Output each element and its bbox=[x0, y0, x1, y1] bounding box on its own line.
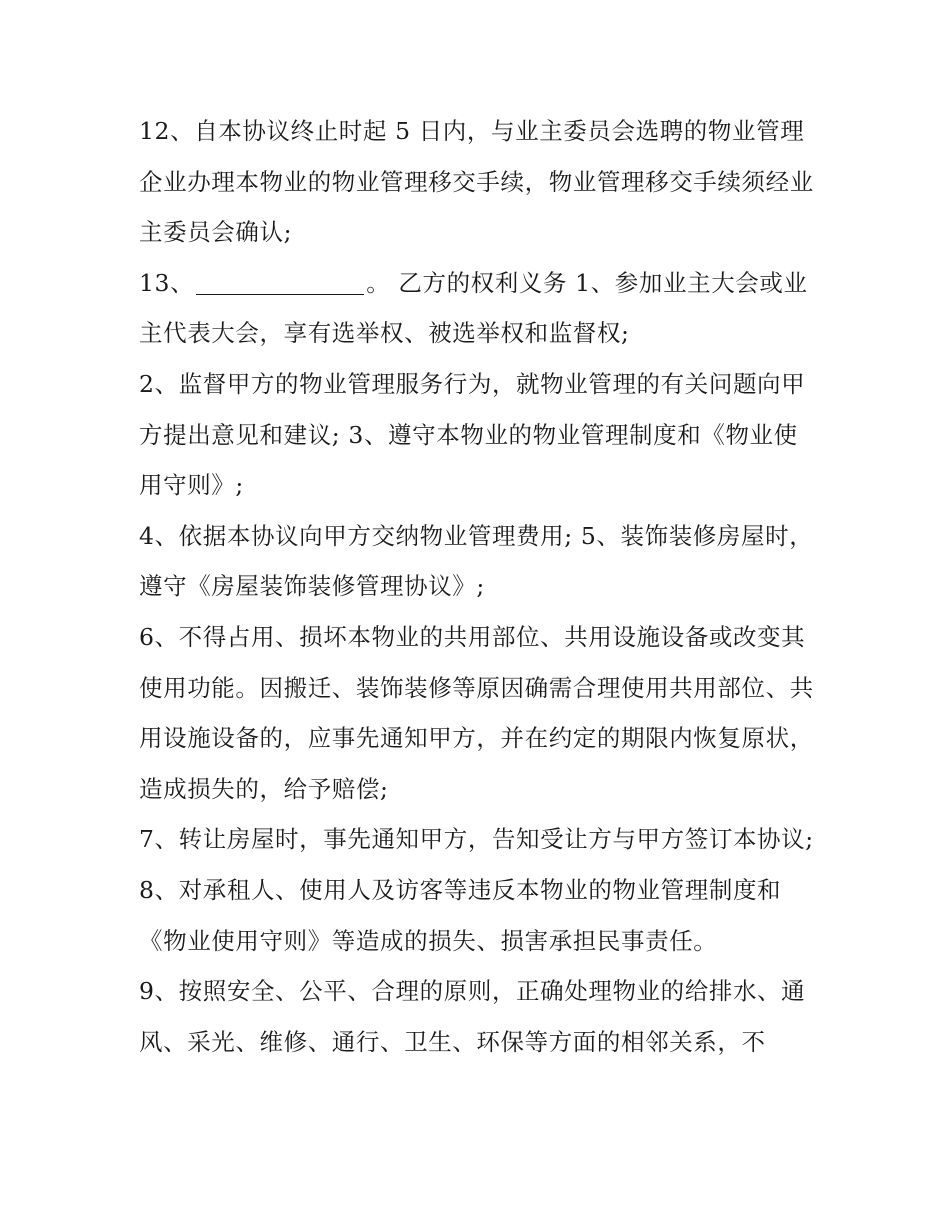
paragraph-2: 2、监督甲方的物业管理服务行为，就物业管理的有关问题向甲方提出意见和建议; 3、遵守本物业的物业管理制度和《物业使用守则》; bbox=[139, 369, 806, 500]
paragraph-8: 8、对承租人、使用人及访客等违反本物业的物业管理制度和《物业使用守则》等造成的损失、损害承担民事责任。 bbox=[139, 875, 782, 955]
paragraph-7: 7、转让房屋时，事先通知甲方，告知受让方与甲方签订本协议; bbox=[139, 825, 814, 854]
paragraph-13-suffix: 。 乙方的权利义务 1、参加业主大会或业主代表大会，享有选举权、被选举权和监督权; bbox=[139, 268, 808, 348]
paragraph-9: 9、按照安全、公平、合理的原则，正确处理物业的给排水、通风、采光、维修、通行、卫生、环保等方面的相邻关系，不 bbox=[139, 977, 806, 1056]
fill-in-blank bbox=[196, 264, 364, 295]
paragraph-13-prefix: 13、 bbox=[139, 268, 195, 297]
paragraph-4: 4、依据本协议向甲方交纳物业管理费用; 5、装饰装修房屋时，遵守《房屋装饰装修管理协议》; bbox=[139, 521, 814, 601]
paragraph-12: 12、自本协议终止时起 5 日内，与业主委员会选聘的物业管理企业办理本物业的物业管理移交手续，物业管理移交手续须经业主委员会确认; bbox=[139, 117, 814, 247]
paragraph-13 bbox=[139, 258, 819, 359]
paragraph-6: 6、不得占用、损坏本物业的共用部位、共用设施设备或改变其使用功能。因搬迁、装饰装修等原因确需合理使用共用部位、共用设施设备的，应事先通知甲方，并在约定的期限内恢复原状，造成损失的，给予赔偿; bbox=[139, 622, 814, 803]
document-body bbox=[139, 106, 819, 1067]
